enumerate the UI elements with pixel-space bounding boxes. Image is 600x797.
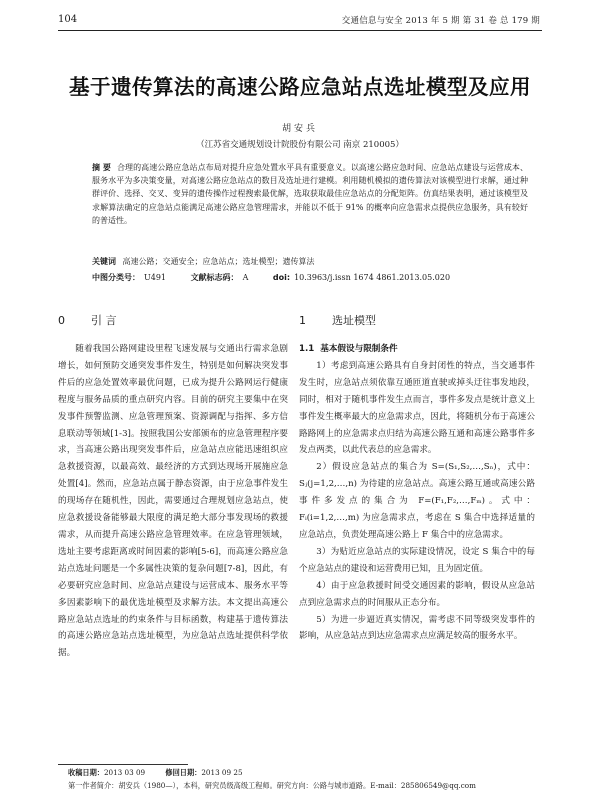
footnote-rule	[58, 764, 188, 765]
received-date	[68, 768, 145, 777]
doc-code	[191, 273, 249, 282]
section-1-heading	[299, 313, 535, 331]
doi-value: 10.3963/j.issn 1674 4861.2013.05.020	[294, 273, 451, 282]
author-name: 胡安兵	[281, 124, 318, 134]
doc-label: 文献标志码：	[190, 273, 239, 282]
right-column	[299, 313, 535, 645]
abstract-text: 合理的高速公路应急站点布局对提升应急处置水平具有重要意义。以高速公路应急时间、应急站点建设与运营成本、服务水平为多决策变量，对高速公路应急站点的数目及选址进行建模。利用随机模拟的遗传算法对该模型进行求解，通过种群评价、选择、交叉、变异的遗传操作过程搜索最优解，选取获取最佳应急站点的分配矩阵。仿真结果表明，通过该模型及求解算法确定的应急站点能满足高速公路应急管理需求，并能以不低于 91% 的概率向应急需求点提供应急服务，具有较好的普适性。	[92, 163, 528, 225]
doi-label: doi:	[272, 273, 291, 282]
clc-code	[92, 273, 166, 282]
abstract	[92, 161, 528, 227]
keywords	[92, 255, 528, 268]
keywords-label: 关键词	[92, 257, 116, 266]
abstract-label: 摘 要	[92, 163, 111, 172]
author-affiliation: （江苏省交通规划设计院股份有限公司 南京 210005）	[196, 140, 404, 150]
section-0-heading	[58, 313, 288, 331]
assumption-2: 2）假设应急站点的集合为 S=(S₁,S₂,…,Sₙ)，式中：Sⱼ(j=1,2,…,n) 为待建的应急站点。高速公路互通或高速公路事件多发点的集合为 F=(F₁,F₂,…,Fₘ)。式中：Fᵢ(i=1,2,…,m) 为应急需求点，考虑在 S 集合中选择适量的应急站点，负责处理高速公路上 F 集合中的应急需求。	[299, 462, 535, 540]
assumption-5: 5）为进一步逼近真实情况，需考虑不同等级突发事件的影响，从应急站点到达应急需求点应满足较高的服务水平。	[299, 614, 535, 642]
header-rule	[58, 30, 542, 31]
revised-value: 2013 09 25	[201, 768, 243, 777]
revised-label: 修回日期：	[165, 768, 202, 777]
clc-value: U491	[144, 273, 167, 282]
intro-paragraph: 随着我国公路网建设里程飞速发展与交通出行需求急剧增长，如何预防交通突发事件发生，特别是如何解决突发事件后的应急处置效率最优问题，已成为提升公路网运行健康程度与服务品质的重点研究内容。目前的研究主要集中在突发事件预警监测、应急管理预案、资源调配与指挥、多方信息联动等领域[1-3]。按照我国公安部颁布的应急管理程序要求，当高速公路出现突发事件后，应急站点应能迅速组织应急救援资源，以最高效、最经济的方式到达现场开展施应急处置[4]。然而，应急站点属于静态资源，由于应急事件发生的现场存在随机性，因此，需要通过合理规划应急站点，使应急救援设备能够最大限度的满足绝大部分事发现场的救援需求，从而提升高速公路应急管理效率。在应急管理领域，选址主要考虑距离或时间因素的影响[5-6]，而高速公路应急站点选址问题是一个多属性决策的复杂问题[7-8]，因此，有必要研究应急时间、应急站点建设与运营成本、服务水平等多因素影响下的最优选址模型及求解方法。本文提出高速公路应急站点选址的约束条件与目标函数，构建基于遗传算法的高速公路应急站点选址模型，为应急站点选址提供科学依据。	[58, 344, 288, 659]
subsection-1-1-number: 1.1	[299, 344, 315, 354]
section-1-title: 选址模型	[332, 314, 376, 327]
assumption-3: 3）为贴近应急站点的实际建设情况，设定 S 集合中的每个应急站点的建设和运营费用已知，且为固定值。	[299, 546, 535, 574]
doi	[273, 273, 450, 282]
received-label: 收稿日期：	[68, 768, 104, 777]
subsection-1-1-title: 基本假设与限制条件	[320, 344, 398, 354]
received-value: 2013 03 09	[103, 768, 146, 777]
revised-date	[165, 768, 242, 777]
subsection-1-1-heading	[299, 341, 535, 358]
author-footnote: 第一作者简介：胡安兵（1980—），本科，研究员级高级工程师。研究方向：公路与城市道路。E-mail：285806549@qq.com	[68, 781, 476, 790]
section-1-number: 1	[299, 314, 306, 327]
doc-value: A	[242, 273, 249, 282]
journal-running-header: 交通信息与安全 2013 年 5 期 第 31 卷 总 179 期	[341, 16, 540, 26]
date-footnote	[68, 768, 261, 778]
assumption-4: 4）由于应急救援时间受交通因素的影响，假设从应急站点到应急需求点的时间服从正态分布。	[299, 580, 535, 608]
keywords-text: 高速公路；交通安全；应急站点；选址模型；遗传算法	[122, 257, 315, 266]
assumption-1: 1）考虑到高速公路具有自身封闭性的特点，当交通事件发生时，应急站点须依靠互通匝道直驶或掉头迂往事发地段，同时，相对于随机事件发生点而言，事件多发点是统计意义上事件发生概率最大的应急需求点，因此，将随机分布于高速公路路网上的应急需求点归结为高速公路互通和高速公路事件多发点两类，以此代表总的应急需求。	[299, 360, 535, 456]
left-column	[58, 313, 288, 662]
section-0-title: 引 言	[91, 314, 117, 327]
section-0-number: 0	[58, 314, 65, 327]
classification-line	[92, 271, 528, 284]
clc-label: 中图分类号：	[92, 273, 140, 282]
page-number: 104	[58, 14, 78, 25]
article-title: 基于遗传算法的高速公路应急站点选址模型及应用	[69, 75, 531, 99]
